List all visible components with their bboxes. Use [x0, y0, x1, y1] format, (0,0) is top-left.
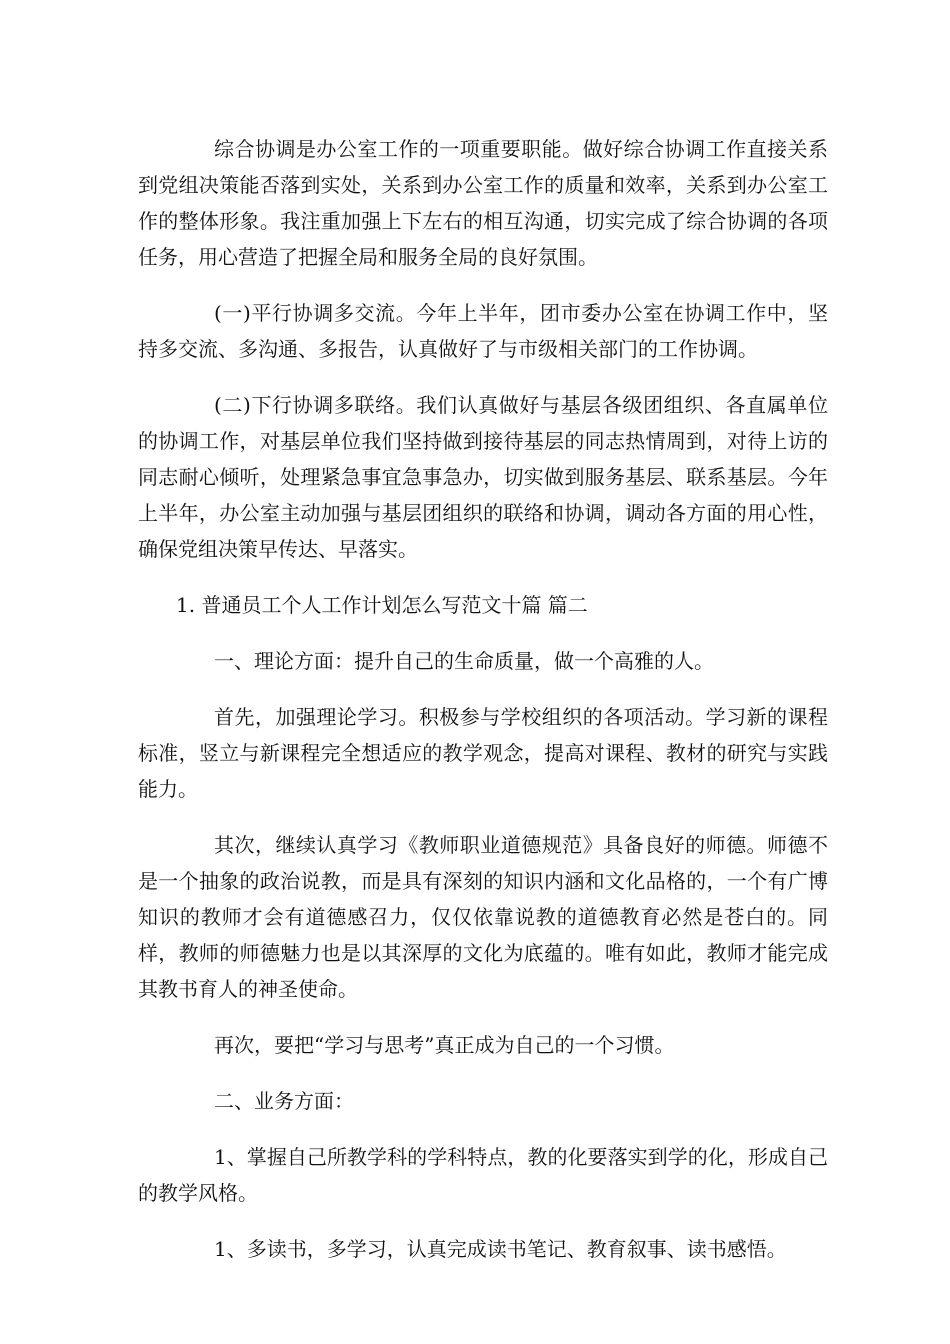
paragraph-first-point: 首先，加强理论学习。积极参与学校组织的各项活动。学习新的课程标准，竖立与新课程完全想适应的教学观念，提高对课程、教材的研究与实践能力。 [138, 705, 828, 801]
document-body [138, 131, 828, 1287]
paragraph-business-item-1: 1、掌握自己所教学科的学科特点，教的化要落实到学的化，形成自己的教学风格。 [138, 1145, 828, 1205]
paragraph-horizontal-coordination: (一)平行协调多交流。今年上半年，团市委办公室在协调工作中，坚持多交流、多沟通、多报告，认真做好了与市级相关部门的工作协调。 [138, 301, 828, 361]
paragraph-business-item-2: 1、多读书，多学习，认真完成读书笔记、教育叙事、读书感悟。 [214, 1237, 787, 1261]
paragraph-second-point: 其次，继续认真学习《教师职业道德规范》具备良好的师德。师德不是一个抽象的政治说教，而是具有深刻的知识内涵和文化品格的，一个有广博知识的教师才会有道德感召力，仅仅依靠说教的道德教育必然是苍白的。同样，教师的师德魅力也是以其深厚的文化为底蕴的。唯有如此，教师才能完成其教书育人的神圣使命。 [138, 833, 828, 1001]
section-heading: 1. 普通员工个人工作计划怎么写范文十篇 篇二 [176, 593, 588, 617]
paragraph-downward-coordination: (二)下行协调多联络。我们认真做好与基层各级团组织、各直属单位的协调工作，对基层单位我们坚持做到接待基层的同志热情周到，对待上访的同志耐心倾听，处理紧急事宜急事急办，切实做到服务基层、联系基层。今年上半年，办公室主动加强与基层团组织的联络和协调，调动各方面的用心性，确保党组决策早传达、早落实。 [138, 393, 828, 561]
paragraph-business-aspect: 二、业务方面： [214, 1089, 354, 1113]
paragraph-comprehensive-coordination: 综合协调是办公室工作的一项重要职能。做好综合协调工作直接关系到党组决策能否落到实处，关系到办公室工作的质量和效率，关系到办公室工作的整体形象。我注重加强上下左右的相互沟通，切实完成了综合协调的各项任务，用心营造了把握全局和服务全局的良好氛围。 [138, 137, 828, 269]
paragraph-theory-aspect: 一、理论方面：提升自己的生命质量，做一个高雅的人。 [214, 649, 714, 673]
paragraph-third-point: 再次，要把“学习与思考”真正成为自己的一个习惯。 [214, 1033, 675, 1057]
